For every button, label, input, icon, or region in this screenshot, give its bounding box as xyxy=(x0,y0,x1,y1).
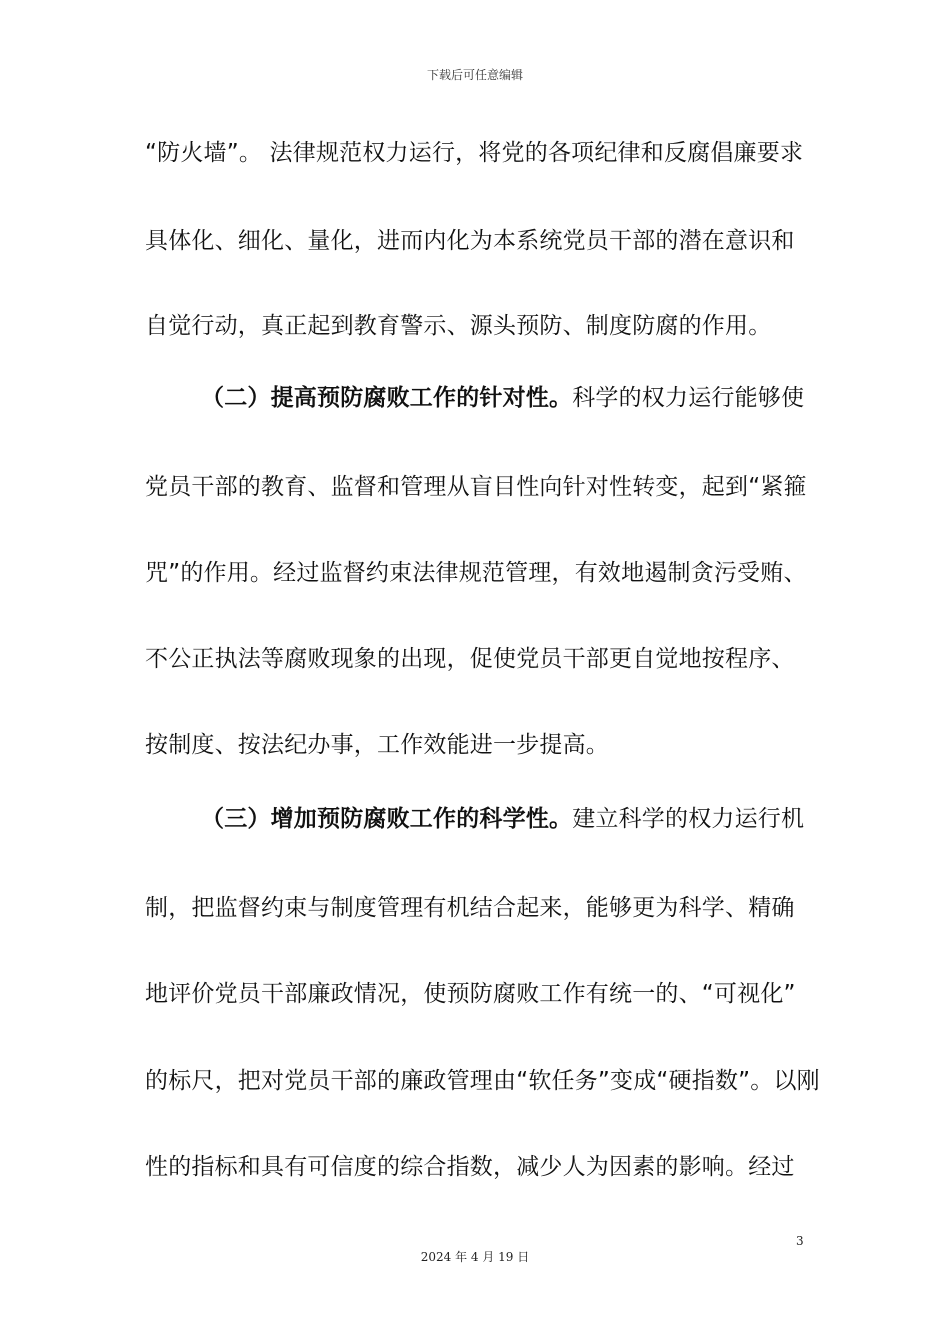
paragraph-line: 具体化、细化、量化，进而内化为本系统党员干部的潜在意识和 xyxy=(145,228,795,254)
paragraph-text: 建立科学的权力运行机 xyxy=(572,806,805,832)
paragraph-first-line xyxy=(201,383,810,413)
section-heading: （二）提高预防腐败工作的针对性。 xyxy=(201,385,573,411)
paragraph-line: 性的指标和具有可信度的综合指数，减少人为因素的影响。经过 xyxy=(145,1154,795,1180)
footer-date: 2024 年 4 月 19 日 xyxy=(420,1250,530,1264)
section-heading: （三）增加预防腐败工作的科学性。 xyxy=(201,806,573,832)
paragraph-line: 制，把监督约束与制度管理有机结合起来，能够更为科学、精确 xyxy=(145,895,795,921)
page-number: 3 xyxy=(796,1234,804,1248)
paragraph-line: 咒”的作用。经过监督约束法律规范管理，有效地遏制贪污受贿、 xyxy=(145,560,807,586)
paragraph-text: 科学的权力运行能够使 xyxy=(572,385,805,411)
paragraph-line: 地评价党员干部廉政情况，使预防腐败工作有统一的、“可视化” xyxy=(145,981,796,1007)
paragraph-line: “防火墙”。 法律规范权力运行，将党的各项纪律和反腐倡廉要求 xyxy=(145,140,804,166)
paragraph-line: 的标尺，把对党员干部的廉政管理由“软任务”变成“硬指数”。以刚 xyxy=(145,1068,820,1094)
page-header: 下载后可任意编辑 xyxy=(426,68,523,82)
paragraph-line: 不公正执法等腐败现象的出现，促使党员干部更自觉地按程序、 xyxy=(145,646,795,672)
paragraph-first-line xyxy=(201,804,810,834)
paragraph-line: 党员干部的教育、监督和管理从盲目性向针对性转变，起到“紧箍 xyxy=(145,474,807,500)
paragraph-line: 按制度、按法纪办事，工作效能进一步提高。 xyxy=(145,732,609,758)
paragraph-line: 自觉行动，真正起到教育警示、源头预防、制度防腐的作用。 xyxy=(145,313,772,339)
